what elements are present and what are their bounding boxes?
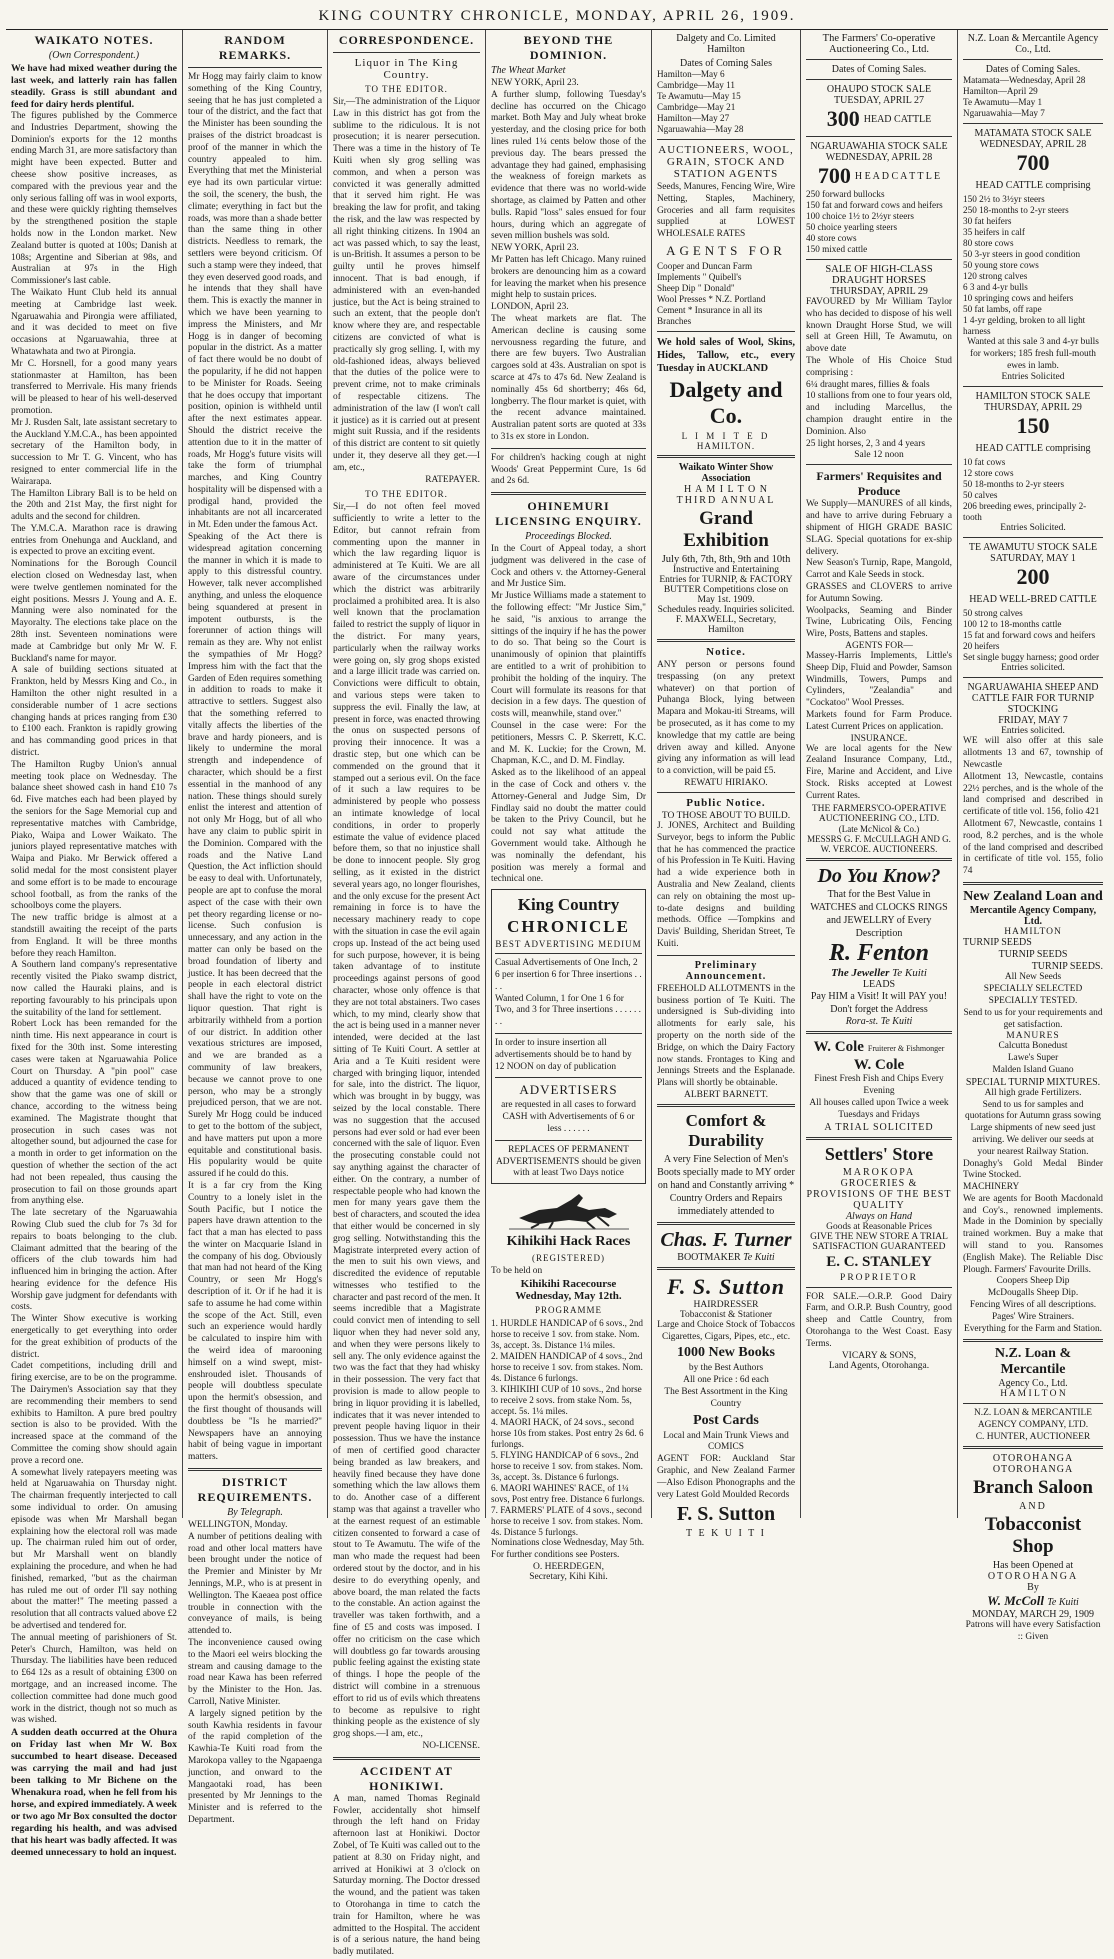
matamata-date: WEDNESDAY, APRIL 28 (979, 139, 1087, 150)
farmers-coop-auctioneers: MESSRS G. F. McCULLAGH AND G. W. VERCOE. AUCTIONEERS. (807, 834, 951, 855)
cole-body-2: All houses called upon Twice a week Tuesdays and Fridays (809, 1098, 949, 1120)
hunter-auctioneer: AUCTIONEER (1029, 1432, 1091, 1443)
preliminary-heading: Preliminary Announcement. (685, 959, 767, 982)
manures-heading: MANURES (1006, 1031, 1060, 1042)
ngar-label: H E A D C A T T L E (854, 170, 941, 182)
letter-title: Liquor in The King Country. (354, 57, 459, 81)
waikato-p17: A somewhat lively ratepayers meeting was held at Ngaruawahia on Thursday night. The chairman frequently interjected to call some individual to order. On amusing episode was when Mr Marshall began explaining how the electoral roll was made up. The chairman ruled him out of order, but Mr Marshall went on blandly explaining the procedure, and when he had finished, remarked, "but as the chairman has ruled me out of order I'll say nothing about the matter!" The meeting passed a resolution that all contracts valued above £2 be advertised and tendered for. (11, 1467, 177, 1631)
horses-date: THURSDAY, APRIL 29 (830, 286, 928, 297)
kihikihi-programme: PROGRAMME (534, 1304, 602, 1315)
random-p3: It is a far cry from the King Country to a lonely islet in the South Pacific, but I notice the papers have drawn attention to the fact that a man has elected to pass the winter on Macquarie Island in the company of his dog. Obviously that man had not heard of the King Country, or seen Mr Hogg's description of it. Or if he had it is safe to assume he had come within the scope of the Act. Still, even such an experience would hardly be calculated to inspire him with the weird idea of marooning himself on a wind swept, mist-enshrouded islet. Thousands of people will doubtless speculate upon the hermit's obsession, and the first thought of thousands will doubtless be "Is he married?" Newspapers have an annoying habit of being vague in important matters. (188, 1180, 322, 1463)
opened-otorohanga: OTOROHANGA (987, 1571, 1079, 1583)
sutton-te-kuiti: T E K U I T I (686, 1528, 766, 1540)
notice-body: ANY person or persons found trespassing (on any pretext whatever) on that portion of Puhanga Block, lying between Mapara and Mokau-iti Streams, will be prosecuted, as it has come to my knowledge that my cattle are being driven away and killed. Anyone giving any information as will lead to a conviction, will be paid £5. (657, 659, 795, 777)
sutton-tobacconist: Tobacconist & Stationer (679, 1309, 773, 1320)
cough-cure-ad: For children's hacking cough at night Woods' Great Peppermint Cure, 1s 6d and 2s 6d. (491, 452, 646, 487)
waikato-p18: The annual meeting of parishioners of St. Peter's Church, Hamilton, was held on Thursday. The liabilities have been reduced to £64 12s as a result of obtaining £300 on mortgage, and an increased income. The collection committee had done much good work in the district, though not so much as was wished. (11, 1632, 177, 1726)
fenton-leads: LEADS (862, 979, 896, 991)
kihikihi-venue: Kihikihi Racecourse (520, 1277, 617, 1290)
dalgety-top: Dalgety and Co. Limited (676, 33, 776, 44)
coop-agents-body: Massey-Harris Implements, Little's Sheep Dip, Fluid and Powder, Samson Windmills, Towers, Pumps and Cylinders, "Zealandia" and "Cockatoo" Wool Presses. Markets found for Farm Produce. Latest Current Prices on application. (806, 650, 952, 732)
public-notice-to: TO THOSE ABOUT TO BUILD. (661, 810, 791, 821)
opened-at: Has been Opened at (992, 1560, 1074, 1572)
vicary-sons: VICARY & SONS, (841, 1350, 917, 1361)
matamata-number: 700 (1016, 150, 1050, 175)
tobacconist-shop: Tobacconist Shop (984, 1514, 1082, 1558)
branch-saloon: Branch Saloon (973, 1477, 1093, 1499)
to-editor-1: TO THE EDITOR. (365, 84, 448, 94)
kihikihi-nominations: Nominations close Wednesday, May 5th. (491, 1537, 645, 1548)
farmers-dates: Dates of Coming Sales. (831, 64, 927, 75)
hamilton-sale-list: 10 fat cows 12 store cows 50 18-months to 2-yr steers 50 calves 206 breeding ewes, principally 2-tooth (963, 457, 1087, 523)
patrons-line: Patrons will have every Satisfaction :: Given (965, 1620, 1101, 1642)
ohinemuri-sub: Proceedings Blocked. (525, 531, 612, 543)
nz3-name: N.Z. LOAN & MERCANTILE AGENCY COMPANY, LTD. (974, 1408, 1092, 1431)
notice-heading: Notice. (706, 645, 746, 658)
farmers-top: The Farmers' Co-operative (822, 33, 936, 44)
machinery-heading: MACHINERY (963, 1182, 1020, 1193)
dalgety-auctioneers: AUCTIONEERS, WOOL, GRAIN, STOCK AND STATION AGENTS (658, 144, 794, 180)
waikato-notes-byline: (Own Correspondent.) (48, 50, 140, 61)
nzloan-dates: Dates of Coming Sales. (985, 64, 1081, 75)
ngar-number: 700 (817, 163, 851, 188)
public-notice-body: J. JONES, Architect and Building Surveyor, begs to inform the Public that he has commenced the practice of his Profession in Te Kuiti. Having had a wide experience both in Australia and New Zealand, clients can rely on obtaining the most up-to-date designs and building methods. Office —Tompkins and Davis' Building, Sheridan Street, Te Kuiti. (657, 820, 795, 949)
accident-heading: ACCIDENT AT HONIKIWI. (360, 1763, 453, 1793)
column-correspondence (328, 30, 486, 1958)
turnip-mixtures-body: All high grade Fertilizers. Send to us for samples and quotations for Autumn grass sowing Large shipments of new seed just arriving. We deliver our seeds at your nearest Railway Station. (965, 1087, 1101, 1157)
horse-icon (491, 1188, 646, 1230)
dalgety-big-title: Dalgety and Co. (669, 376, 783, 428)
chronicle-title-1: King Country (517, 895, 620, 915)
district-requirements-heading: DISTRICT REQUIREMENTS. (197, 1475, 313, 1505)
kihikihi-held: To be held on (491, 1266, 543, 1277)
cole-name-left: W. Cole (813, 1039, 864, 1056)
farmers-coop-name: THE FARMERS'CO-OPERATIVE AUCTIONEERING CO., LTD. (811, 804, 947, 825)
dalgety-agents-body: Cooper and Duncan Farm Implements " Quibell's Sheep Dip " Donald" Wool Presses * N.Z. Portland Cement * Insurance in all its Branches (657, 260, 766, 326)
matamata-wanted: Wanted at this sale 3 and 4-yr bulls for workers; 185 fresh full-mouth ewes in lamb. (967, 337, 1099, 371)
sutton-cards: Post Cards (693, 1412, 759, 1428)
nz2-title: N.Z. Loan & Mercantile (994, 1346, 1072, 1378)
fenton-location: Te Kuiti (892, 967, 927, 980)
turnip-seeds-2: TURNIP SEEDS (998, 948, 1068, 960)
kihikihi-posters: For further conditions see Posters. (491, 1549, 620, 1560)
sutton-title-2: F. S. Sutton (676, 1503, 776, 1526)
requisites-heading: Farmers' Requisites and Produce (816, 469, 942, 499)
opened-by: By (1027, 1582, 1039, 1594)
stanley-proprietor: PROPRIETOR (840, 1272, 918, 1283)
insurance-heading: INSURANCE. (850, 733, 908, 744)
ohinemuri-body: In the Court of Appeal today, a short judgment was delivered in the case of Cock and others v. the Attorney-General and Mr Justice Sim. Mr Justice Williams made a statement to the following effect: "Mr Justice Sim," he said, "is anxious to arrange the sittings of the inquiry if he has the power to do so. That being so the Court is unanimously of opinion that plaintiffs are entitled to a writ of prohibition to prohibit the holding of the inquiry. The Court will formulate its reasons for that decision in a few days. The question of costs will, meanwhile, stand over." Counsel in the case were: For the petitioners, Messrs C. P. Skerrett, K.C. and M. K. Luckie; for the Crown, M. Chapman, K.C., and D. M. Findlay. Asked as to the likelihood of an appeal in the case of Cock and others v. the Attorney-General and Judge Sim, Dr Findlay said no doubt the matter could be taken to the Privy Council, but he could not say what attitude the Government would take. Although he was nominally the defendant, his position was merely a formal and technical one. (491, 544, 646, 885)
mccoll-date: MONDAY, MARCH 29, 1909 (972, 1609, 1094, 1621)
to-editor-2: TO THE EDITOR. (365, 489, 448, 500)
waikato-p14: The late secretary of the Ngaruawahia Rowing Club sued the club for 7s 3d for repairs to boats belonging to the club. Claimant admitted that the bearing of the officers of the club towards him had influenced him in bringing the action. After hearing evidence for the defence His Worship gave judgment for defendants with costs. (11, 1208, 177, 1313)
advertisers-title: ADVERTISERS (519, 1082, 618, 1098)
ngaruawahia-fair-date: FRIDAY, MAY 7 (998, 715, 1068, 727)
accident-body: A man, named Thomas Reginald Fowler, accidentally shot himself through the left hand on Friday afternoon last at Honikiwi. Doctor Zobel, of Te Kuiti was called out to the patient at 8.30 on Friday night, and arrived at Honikiwi at 3 o'clock on Saturday morning. The Doctor dressed the wound, and the patient was taken to Otorohanga in time to catch the train for Hamilton, where he was admitted to the Hospital. The accident is of a serious nature, the hand being badly mutilated. (333, 1793, 480, 1958)
cole-name-right: W. Cole (853, 1057, 905, 1074)
waikato-p4: Mr C. Horsnell, for a good many years stationmaster at Hamilton, has been transferred to Merrivale. His many friends will be pleased to hear of his well-deserved promotion. (11, 358, 177, 416)
waikato-p11: The new traffic bridge is almost at a standstill awaiting the receipt of the parts from England. It will be three months before they reach Hamilton. (11, 913, 177, 959)
column-farmers-coop (801, 30, 958, 1518)
awamutu-date: SATURDAY, MAY 1 (990, 553, 1076, 565)
hamilton-sale-title: HAMILTON STOCK SALE (975, 391, 1091, 403)
sutton-stock: Large and Choice Stock of Tobaccos Cigarettes, Cigars, Pipes, etc., etc. (657, 1319, 795, 1342)
show-third: THIRD ANNUAL (676, 494, 776, 506)
advertisers-body: are requested in all cases to forward CASH with Advertisements of 6 or less . . . . . . (501, 1100, 636, 1134)
waikato-p3: The Waikato Hunt Club held its annual meeting at Cambridge last week. Ngaruawahia and Pirongia were affiliated, and it was decided to meet on five occasions at Ngaruawahia, three at Whatawhata and two at Pirongia. (11, 287, 177, 357)
column-nz-loan (958, 30, 1108, 1642)
horses-time: Sale 12 noon (854, 450, 904, 461)
cole-fruiterer: Fruiterer & Fishmonger (867, 1044, 945, 1054)
chronicle-sub: BEST ADVERTISING MEDIUM (495, 939, 642, 950)
fenton-title: R. Fenton (828, 940, 930, 967)
comfort-title: Comfort & Durability (685, 1110, 767, 1150)
nzl-title: New Zealand Loan and (963, 888, 1103, 904)
machinery-body: We are agents for Booth Macdonald and Coy's., renowned implements. Made in the Dominion by specially trained workmen. Buy a make that will stand to you. Ransomes (English Make). The Reliable Disc Plough. Farmers' Favourite Drills. (963, 1193, 1103, 1275)
waikato-p2: The figures published by the Commerce and Industries Department, showing the Dominion's exports for the 12 months ending March 31, are more satisfactory than might have been expected. Butter and cheese show positive increases, as compared with the previous year and the only serious falling off was in wool exports, and these were quickly righting themselves by the strengthened position the staple holds now in the London market. New Zealand butter is quoted at 100s; Danish at 108s; Argentine and Siberian at 98s, and Australian at 97s in the High Commissioner's last cable. (11, 111, 177, 287)
district-requirements-sub: By Telegraph. (227, 1507, 283, 1519)
column-random-remarks (183, 30, 328, 1825)
dalgety-auct-body: Seeds, Manures, Fencing Wire, Wire Netting, Staples, Machinery, Groceries and all farm requisites supplied at LOWEST WHOLESALE RATES (657, 182, 795, 240)
notice-signature: REWATU HIRIAKO. (684, 777, 768, 788)
wheat-p1: NEW YORK, April 23. A further slump, following Tuesday's decline has occurred on the Chicago market. Both May and July wheat broke yesterday, and the closing price for both lines ruled 1¼ cents below those of the previous day. The bears pressed the advantage they had gained, emphasising the weakness of foreign markets as evidence that there was no world-wide shortage, as claimed by Patten and other bulls. Rapid "loss" sales ensued for four hours, during which an aggregate of seven million bushels was sold. (491, 78, 646, 242)
hamilton-sale-number: 150 (1016, 413, 1050, 439)
branch-and: AND (1019, 1501, 1047, 1513)
hunter-name: C. HUNTER, (975, 1432, 1028, 1443)
waikato-p1: We have had mixed weather during the last week, and latterly rain has fallen steadily. Grass is still abundant and feed for dairy herds plentiful. (11, 63, 177, 110)
ohinemuri-heading: OHINEMURI LICENSING ENQUIRY. (495, 499, 642, 529)
random-remarks-heading: RANDOM REMARKS. (218, 33, 292, 62)
ngaruawahia-fair-entries: Entries solicited. (1001, 726, 1065, 737)
awamutu-entries: Entries solicited. (1001, 663, 1065, 674)
hamilton-sale-label: HEAD CATTLE comprising (975, 443, 1091, 455)
kihikihi-races-title: Kihikihi Hack Races (506, 1234, 631, 1250)
matamata-list: 150 2½ to 3½yr steers 250 18-months to 2-yr steers 30 fat heifers 35 heifers in calf 80 store cows 50 3-yr steers in good condition 50 young store cows 120 strong calves 6 3 and 4-yr bulls 10 springing cows and heifers 50 fat lambs, off rape 1 4-yr gelding, broken to all light harness (963, 194, 1086, 336)
show-hamilton: H A M I L T O N (684, 483, 768, 495)
settlers-trial: GIVE THE NEW STORE A TRIAL SATISFACTION GUARANTEED (810, 1231, 948, 1252)
waikato-p13: Robert Lock has been remanded for the ninth time. His next appearance in court is fixed for the 30th inst. Some interesting cases were taken at Ngaruawahia Police Court on Thursday. A "pin pool" case adduced a quantity of evidence tending to show that the game was one of skill or chance, according to the witness being examined. The Magistrate thought that prosecution in such cases was not altogether sound, but adjourned the case for a month in order to get information on the question of whether the section of the act had not been repealed, thus causing the prosecution to fail on those grounds apart from anything else. (11, 1019, 177, 1207)
random-p2: Speaking of the Act there is widespread agitation concerning the manner in which it is made to apply to this distressful country. However, talk never accomplished anything, and unless the eloquence being squandered at present in impotent outbursts, is the forerunner of action things will remain as they are. Why not enlist the sympathies of Mr Hogg? Impress him with the fact that the Garden of Eden requires something in addition to roads to make it attractive to settlers. Suggest also that the something referred to vitally affects the liberties of the brave and hardy pioneers, and is likely to undermine the moral strength and independence of character, which should be a first essential in the manhood of any nation. These things should surely enlist the interest and attention of not only Mr Hogg, but of all who have any claim to public spirit in the Dominion. Compared with the roads and the Native Land Question, the Act infliction should be easy to deal with. Unfortunately, people are apt to confuse the moral aspect of the case with their own pet theory regarding license or no-license. Such confusion is unnecessary, and any action in the matter can only be based on the broad foundation of liberty and justice. It has been decreed that the people in each electoral district shall have the right to vote on the liquor question. That right is arbitrarily withheld from a portion of our district. In addition other vexatious strictures are imposed, and we are branded as a community of law breakers, because we cannot prove to one person, who may be a strongly prejudiced person, that we are not. Surely Mr Hogg could be induced to get to the bottom of the subject, and have matters put upon a more equitable and constitutional basis. His popularity would be quite assured if he could do this. (188, 532, 322, 1180)
dalgety-hamilton: HAMILTON. (696, 440, 756, 451)
allotments-body: WE will also offer at this sale allotments 13 and 67, township of Newcastle Allotment 13, Newcastle, contains 22½ perches, and is the whole of the land comprised and described in certificate of title vol. 156, folio 421 Allotment 67, Newcastle, contains 1 rood, 8.2 perches, and is the whole of the land comprised and described in certificate of title vol. 155, folio 74 (963, 736, 1103, 877)
chronicle-title-2: CHRONICLE (507, 917, 630, 937)
show-grand-exhibition: Grand Exhibition (683, 507, 769, 551)
signature-no-license: NO-LICENSE. (422, 1740, 480, 1751)
settlers-marokopa: MAROKOPA (842, 1166, 916, 1178)
beyond-dominion-heading: BEYOND THE DOMINION. (523, 33, 614, 62)
dalgety-sales-list: Hamilton—May 6 Cambridge—May 11 Te Awamutu—May 15 Cambridge—May 21 Hamilton—May 27 Ngaruawahia—May 28 (657, 69, 744, 134)
fenton-body: Pay HIM a Visit! It will PAY you! Don't forget the Address (810, 991, 948, 1016)
dalgety-agents-for: AGENTS FOR (666, 242, 786, 258)
insurance-body: We are local agents for the New Zealand Insurance Company, Ltd., Fire, Marine and Accident, and Live Stock. Risks accepted at Lowest Current Rates. (806, 743, 952, 801)
turnip-seeds-body: All New Seeds SPECIALLY SELECTED SPECIALLY TESTED. Send to us for your requirements and get satisfaction. (963, 972, 1103, 1030)
turnip-seeds-1: TURNIP SEEDS (963, 936, 1032, 948)
ohaupo-label: HEAD CATTLE (863, 113, 932, 125)
cole-body: Finest Fresh Fish and Chips Every Evening (814, 1074, 944, 1097)
chronicle-rates: Casual Advertisements of One Inch, 2 6 per insertion 6 for Three insertions . . . . Wanted Column, 1 for One 1 6 for Two, and 3 for Three insertions . . . . . . . . (495, 958, 642, 1028)
turner-location: Te Kuiti (743, 1251, 775, 1263)
public-notice-heading: Public Notice. (686, 796, 766, 809)
wheat-p3: LONDON, April 23. The wheat markets are flat. The American decline is causing some nervousness regarding the future, and there are few buyers. Two Australian cargoes sold at 43s. Australian on spot is scarce at 47s to 47s 6d. New Zealand is nominally 45s 6d shortberry; 46s 6d, longberry. The flour market is quiet, with the recent advance maintained. Australian patent sorts are quoted at 33s to 31s ex store in London. (491, 302, 646, 442)
ngar-title: NGARUAWAHIA STOCK SALE (810, 141, 948, 152)
kihikihi-registered: (REGISTERED) (532, 1253, 605, 1264)
dalgety-sales-head: Dates of Coming Sales (680, 58, 772, 69)
dalgety-limited: L I M I T E D (681, 430, 771, 441)
preliminary-body: FREEHOLD ALLOTMENTS in the business portion of Te Kuiti. The undersigned is Sub-dividing into allotments for early sale, his property on the north side of the Bridge, on which the Dairy Factory now stands. Frontages to King and Jennings Streets and the Esplanade. Plans will shortly be obtainable. (657, 983, 795, 1089)
matamata-label: HEAD CATTLE comprising (975, 179, 1091, 191)
coop-agents-heading: AGENTS FOR— (845, 640, 913, 651)
hamilton-sale-date: THURSDAY, APRIL 29 (984, 402, 1082, 414)
show-association: Waikato Winter Show Association (678, 461, 774, 484)
requisites-body: We Supply—MANURES of all kinds, and have to arrive during February a shipment of HIGH GRADE BASIC SLAG. Special quotations for ex-ship delivery. New Season's Turnip, Rape, Mangold, Carrot and Kale Seeds in stock. GRASSES and CLOVERS to arrive for Autumn Sowing. Woolpacks, Seaming and Binder Twine, Lubricating Oils, Fencing Wire, Posts, Battens and staples. (806, 499, 952, 640)
settlers-prices: Goods at Reasonable Prices (826, 1221, 932, 1232)
show-instructive: Instructive and Entertaining (672, 564, 780, 575)
wheat-market-sub: The Wheat Market (491, 65, 566, 76)
correspondence-heading: CORRESPONDENCE. (338, 33, 475, 47)
dalgety-top-2: Hamilton (707, 44, 745, 55)
chronicle-ad (491, 889, 646, 1184)
mccoll-location: Te Kuiti (1047, 1597, 1079, 1609)
awamutu-label: HEAD WELL-BRED CATTLE (969, 594, 1097, 606)
ohaupo-number: 300 (826, 106, 860, 131)
ohaupo-date: TUESDAY, APRIL 27 (834, 95, 924, 106)
cole-trial: A TRIAL SOLICITED (824, 1121, 934, 1133)
show-entries: Entries for TURNIP, & FACTORY BUTTER Competitions close on May 1st. 1909. (659, 574, 793, 605)
turnip-seeds-3: TURNIP SEEDS. (1031, 960, 1103, 972)
turner-title: Chas. F. Turner (660, 1228, 792, 1251)
settlers-groceries: GROCERIES & PROVISIONS OF THE BEST QUALITY (806, 1177, 952, 1211)
show-schedules: Schedules ready. Inquiries solicited. (657, 604, 795, 615)
chronicle-note: In order to insure insertion all advertisements should be to hand by 12 NOON on day of publication (495, 1037, 632, 1072)
kihikihi-programme-list: 1. HURDLE HANDICAP of 6 sovs., 2nd horse to receive 1 sov. from stake. Nom. 3s, accept. 3s. Distance 1¼ miles. 2. MAIDEN HANDICAP of 4 sovs., 2nd horse to receive 1 sov. from stakes. Nom. 4s. Distance 6 furlongs. 3. KIHIKIHI CUP of 10 sovs., 2nd horse to receive 2 sovs. from stake Nom. 5s, accept. 5s. 1¼ miles. 4. MAORI HACK, of 24 sovs., second horse 10s from stakes. Post entry 2s 6d. 6 furlongs. 5. FLYING HANDICAP of 6 sovs., 2nd horse to receive 1 sov. from stakes. Nom. 3s, accept. 3s. Distance 6 furlongs. 6. MAORI WAHINES' RACE, of 1¼ sovs, Post entry free. Distance 6 furlongs. 7. FARMERS' PLATE of 4 sovs., second horse to receive 1 sov. from stakes. Nom. 4s. Distance 5 furlongs. (491, 1317, 645, 1537)
sutton-cards-body: Local and Main Trunk Views and COMICS (663, 1430, 789, 1453)
fenton-address: Rora-st. Te Kuiti (845, 1016, 913, 1028)
awamutu-number: 200 (1016, 564, 1050, 590)
sutton-hairdresser: HAIRDRESSER (693, 1299, 759, 1310)
comfort-body: A very Fine Selection of Men's Boots specially made to MY order on hand and Constantly arriving * Country Orders and Repairs immediately attended to (657, 1153, 795, 1217)
awamutu-list: 50 strong calves 100 12 to 18-months cattle 15 fat and forward cows and heifers 20 heifers Set single buggy harness; good order (963, 608, 1100, 663)
mccoll-name: W. McColl (987, 1593, 1044, 1609)
nz2-agency: Agency Co., Ltd. (998, 1378, 1068, 1390)
letter-ratepayer: Sir,—The administration of the Liquor Law in this district has got from the sublime to the ridiculous. It is not prosecution; it is nearer persecution. There was a time in the history of Te Kuiti when sly grog selling was common, and when a person was convicted it was generally admitted that it served him right. He was breaking the law for profit, and taking the risk, and the law was respected by all right thinking citizens. In 1904 an act was passed which, to say the least, is un-British. It assumes a person to be guilty until he proves himself innocent. That is bad enough, if administered with an even-handed justice, but the Act is being strained to such an extent, that the people don't know where they are, and respectable citizens are convicted of what is practically sly grog selling. I, with my old-fashioned ideas, always believed that the duties of the police were to prevent crime, not to make criminals of respectable citizens. The administration of the law (I won't call it justice) as it is carried out at present might suit Russia, and if the residents of this district are content to sit quietly under it, they deserve all they get.—I am, etc., (333, 97, 480, 473)
sutton-books: 1000 New Books (676, 1345, 775, 1361)
kihikihi-secretary: O. HEERDEGEN, (533, 1561, 604, 1572)
replaces-body: REPLACES OF PERMANENT ADVERTISEMENTS should be given with at least Two Days notice (495, 1144, 641, 1179)
ngar-date: WEDNESDAY, APRIL 28 (825, 152, 933, 163)
kihikihi-secretary-2: Secretary, Kihi Kihi. (529, 1571, 608, 1582)
column-beyond-dominion (486, 30, 652, 1582)
letter-no-license: Sir,—I do not often feel moved sufficiently to write a letter to the Editor, but cannot refrain from commenting upon the manner in which the law regarding liquor is administered at Te Kuiti. We are all aware of the circumstances under which the district was arbitrarily proclaimed a prohibited area. It is also well known that the proclamation failed to restrict the supply of liquor in the district. For many years, particularly when the railway works were going on, sly grog shops existed and a large illicit trade was carried on. Convictions were difficult to obtain, and various steps were taken to suppress the evil. Finally the law, at present in force, was enacted throwing the onus on suspected persons of proving their innocence. It was a drastic step, but one which can be commended on the ground that it stamped out a serious evil. On the face of it such a law requires to be administered by people who possess an intimate knowledge of local conditions, in order to properly estimate the value of evidence placed before them, so that no injustice shall be done to innocent people. Sly grog selling, as it existed in the district several years ago, no longer flourishes, and the only excuse for the present Act remaining in force is to have the necessary machinery ready to cope with the situation in case the evil again crops up. Instead of the act being used for such purpose, however, it is being taken advantage of to institute proceedings against persons of good character, whose only offence is that they are not total abstainers. Two cases which, to my mind, clearly show that the act is being used in a manner never intended, were decided at the last sitting of Te Kuiti Court. A settler at Aria and a Te Kuiti resident were charged with bringing liquor, intended for sale, into the district. The liquor, which was brought in by buggy, was seized by the local constable. There was no suggestion that the accused persons had ever sold or had ever been concerned with the sale of liquor. Even the prosecuting constable could not say anything against the character of either. On the contrary, a number of respectable people who had known the men for many years gave them the best of characters, and scouted the idea that either would be concerned in sly grog selling. Notwithstanding this the Magistrate interpreted every action of the men to suit his own views, and discredited the evidence of reputable witnesses who testified to the character and past record of the men. It seems incredible that a Magistrate could convict men of intending to sell liquor when they had never sold any, and when they were persons likely to sell any. The only evidence against the two was the fact that they had whisky in their possession. The very fact that provision is made to allow people to bring in liquor providing it is labelled, indicates that it was never intended to prevent people having liquor in their possession. Thus we have the instance of men of certified good character being branded as law breakers, and heavily fined because they have done something which the law allows them to do. Another case of a different stamp was that against a traveller who at the earnest request of an estimable citizen consented to forward a case of stout to Te Awamutu. The wife of the man who made the request had been ordered stout by the doctor, and in his desire to do everything openly, and above board, the man related the facts to the constable. An action against the traveller was taken forthwith, and a fine of £5 and costs was imposed. I offer no criticism on the case which will doubtless go far towards arousing public feeling against the existing state of things. I hope the people of the district will combine in a strenuous effort to rid us of evils which threatens to become as repulsive to right thinking people as the existence of sly grog shops.—I am, etc., (333, 502, 480, 1740)
awamutu-title: TE AWAMUTU STOCK SALE (968, 542, 1098, 554)
farmers-coop-late: (Late McNicol & Co.) (838, 824, 920, 835)
horses-body: FAVOURED by Mr William Taylor who has decided to dispose of his well known Draught Horse Stud, we will sell at Green Hill, Te Awamutu, on above date The Whole of His Choice Stud comprising : 6¼ draught mares, fillies & foals 10 stallions from one to four years old, and including Marcellus, the champion draught entire in the Dominion. Also 25 light horses, 2, 3 and 4 years (806, 297, 952, 449)
preliminary-signature: ALBERT BARNETT. (683, 1089, 769, 1100)
ngar-list: 250 forward bullocks 150 fat and forward cows and heifers 100 choice 1½ to 2½yr steers 50 choice yearling steers 40 store cows 150 mixed cattle (806, 189, 943, 254)
matamata-entries: Entries Solicited (1001, 372, 1065, 383)
waikato-p10: The Hamilton Rugby Union's annual meeting took place on Wednesday. The balance sheet showed cash in hand £10 7s 6d. Five matches each had been played by the seniors for the Sage Memorial cup and representative matches with Cambridge, Piako, Waipa and Lower Waikato. The juniors played representative matches with Waipa and Piako. Mr Berwick offered a solid medal for the most consistent player and some effort is to be made to encourage school football, as from the ranks of the schoolboys come the players. (11, 759, 177, 912)
settlers-always: Always on Hand (845, 1210, 913, 1222)
for-sale-body: FOR SALE.—O.R.P. Good Dairy Farm, and O.R.P. Bush Country, good sheep and Cattle Country, from Otorohanga to the West Coast. Easy Terms. (806, 1291, 952, 1349)
show-secretary: F. MAXWELL, Secretary, Hamilton (675, 614, 777, 635)
hamilton-sale-entries: Entries Solicited. (1000, 523, 1066, 534)
nzl-agency: Mercantile Agency Company, Ltd. (969, 904, 1097, 927)
nz2-hamilton: H A M I L T O N (1000, 1389, 1066, 1400)
nzloan-dates-list: Matamata—Wednesday, April 28 Hamilton—April 29 Te Awamutu—May 1 Ngaruawahia—May 7 (963, 75, 1086, 118)
vicary-land-agents: Land Agents, Otorohanga. (828, 1360, 930, 1371)
nzloan-top-2: Co., Ltd. (1015, 44, 1051, 55)
show-dates: July 6th, 7th, 8th, 9th and 10th (661, 553, 791, 565)
kihikihi-date: Wednesday, May 12th. (515, 1289, 622, 1302)
waikato-p8: Nominations for the Borough Council election closed on Wednesday last, when were twelve gentlemen nominated for the eight positions. Messrs J. Young and A. E. Manning were also nominated for the Mayoralty. The elections take place on the 28th inst. Seventeen nominations were made at Cambridge but only Mr W. F. Buckland's name for mayor. (11, 559, 177, 664)
waikato-p16: Cadet competitions, including drill and firing exercise, are to be on the programme. The Dairymen's Association say that they are recommending their members to send exhibits to Hamilton. A pure bred poultry section is also to be provided. With the increased space at the command of the Committee the coming show should again prove a record one. (11, 1361, 177, 1466)
do-you-know-title: Do You Know? (817, 865, 941, 888)
turnip-mixtures: SPECIAL TURNIP MIXTURES. (965, 1076, 1101, 1088)
waikato-p7: The Y.M.C.A. Marathon race is drawing entries from Onehunga and Auckland, and is expected to prove an exciting event. (11, 523, 177, 558)
matamata-title: MATAMATA STOCK SALE (974, 128, 1092, 139)
horses-title: SALE OF HIGH-CLASS DRAUGHT HORSES (825, 264, 933, 286)
manures-body: Calcutta Bonedust Lawe's Super Malden Island Guano (992, 1041, 1074, 1075)
sheep-dip-body: Coopers Sheep Dip McDougalls Sheep Dip. Fencing Wires of all descriptions. Pages' Wire Strainers. Everything for the Farm and Station. (964, 1276, 1102, 1334)
nzl-hamilton: HAMILTON (1004, 926, 1062, 937)
sutton-agent: AGENT FOR: Auckland Star Graphic, and New Zealand Farmer —Also Edison Phonographs and the very Latest Gold Moulded Records (657, 1454, 795, 1500)
signature-ratepayer: RATEPAYER. (425, 474, 480, 485)
district-requirements-body: WELLINGTON, Monday. A number of petitions dealing with road and other local matters have been brought under the notice of the Premier and Minister by Mr Jennings, M.P., who is at present in Wellington. The Kaeaea post office trouble in connection with the conveyance of mails, is being attended to. The inconvenience caused owing to the Maori eel weirs blocking the stream and causing damage to the road near Kawa has been referred by the Minister to the Hon. Jas. Carroll, Native Minister. A largely signed petition by the south Kawhia residents in favour of the rapid completion of the Kawhia-Te Kuiti road from the Marokopa valley to the Ngapaenga junction, and onward to the Mangaotaki road, has been presented by Mr Jennings to the Minister and is referred to the Department. (188, 1520, 322, 1825)
column-dalgety (652, 30, 801, 1540)
masthead: KING COUNTRY CHRONICLE, MONDAY, APRIL 26, 1909. (6, 6, 1108, 30)
turner-sub: BOOTMAKER (677, 1251, 741, 1263)
waikato-p5: Mr J. Rusden Salt, late assistant secretary to the Auckland Y.M.C.A., has been appointed secretary of the Hamilton body, in succession to Mr T. G. Vincent, who has resigned to enter commercial life in the Wairarapa. (11, 417, 177, 487)
dalgety-wool-sales: We hold sales of Wool, Skins, Hides, Tallow, etc., every Tuesday in AUCKLAND (657, 336, 795, 374)
waikato-p9: A sale of building sections situated at Frankton, held by Messrs King and Co., in Hamilton the other night resulted in a considerable number of 1 acre sections changing hands at prices ranging from £30 to £100 each. Frankton is rapidly growing and has commanding good prices in that district. (11, 665, 177, 759)
farmers-top-2: Auctioneering Co., Ltd. (828, 44, 930, 55)
fenton-jeweller: The Jeweller (831, 967, 890, 980)
waikato-p12: A Southern land company's representative recently visited the Piako swamp district, now called the Hauraki plains, and is reporting favourably to his principals upon the suitability of the land for settlement. (11, 960, 177, 1018)
waikato-p6: The Hamilton Library Ball is to be held on the 20th and 21st May, the first night for adults and the second for children. (11, 488, 177, 523)
wheat-p2: NEW YORK, April 23. Mr Patten has left Chicago. Many ruined brokers are denouncing him as a coward for leaving the market when his presence might help to sustain prices. (491, 243, 646, 301)
binder-twine: Donaghy's Gold Medal Binder Twine Stocked. (963, 1158, 1103, 1181)
waikato-notes-heading: WAIKATO NOTES. (34, 33, 154, 47)
waikato-p15: The Winter Show executive is working energetically to get everything into order for the great exhibition of products of the district. (11, 1314, 177, 1360)
ohaupo-title: OHAUPO STOCK SALE (826, 84, 932, 95)
waikato-p19: A sudden death occurred at the Ohura on Friday last when Mr W. Box succumbed to heart disease. Deceased was carrying the mail and had just been talking to Mr Bichene on the Whenakura road, when he fell from his horse, and expired immediately. A week or two ago Mr Box consulted the doctor regarding his health, and was advised that his heart was badly affected. It was deemed unnecessary to hold an inquest. (11, 1727, 177, 1859)
stanley-name: E. C. STANLEY (826, 1253, 932, 1270)
otorohanga-header: OTOROHANGA OTOROHANGA (992, 1453, 1074, 1476)
nzloan-top: N.Z. Loan & Mercantile Agency (967, 33, 1099, 44)
column-waikato-notes (6, 30, 183, 1859)
sutton-title-1: F. S. Sutton (666, 1273, 785, 1299)
ngaruawahia-fair-title: NGARUAWAHIA SHEEP AND CATTLE FAIR FOR TURNIP STOCKING (967, 682, 1099, 716)
do-you-know-body: That for the Best Value in WATCHES and CLOCKS RINGS and JEWELLRY of Every Description (810, 889, 948, 940)
sutton-books-body: by the Best Authors All one Price : 6d each The Best Assortment in the King Country (664, 1363, 788, 1409)
settlers-title: Settlers' Store (824, 1143, 934, 1164)
random-p1: Mr Hogg may fairly claim to know something of the King Country, seeing that he has just completed a tour of the district, and the fact that the Minister has been sounding the praises of the district broadcast is proof of the manner in which the country appealed to him. Everything that met the Ministerial eye had its own particular virtue: the soil, the scenery, the bush, the climate; everything in fact but the roads, was more than a shade better than the same thing in other districts. Needless to remark, the settlers were beyond criticism. Of such a stamp were they indeed, that they even deserved good roads, and he intends that they shall have them. This is exactly the manner in which we have been yearning to impress the Ministers, and Mr Hogg is in danger of becoming popular in the district. As a matter of fact there would be no doubt of the popularity, if he did not happen to be Minister for Roads. Seeing that he does occupy that important position, opinion is withheld until after the next estimates appear. Should the district receive the attention due to it in the matter of roads, Mr Hogg's future visits will take the form of triumphal marches, and King Country hospitality will be dispensed with a prodigal hand, provided the inhabitants are not all incarcerated in Mt. Eden under the famous Act. (188, 72, 322, 531)
